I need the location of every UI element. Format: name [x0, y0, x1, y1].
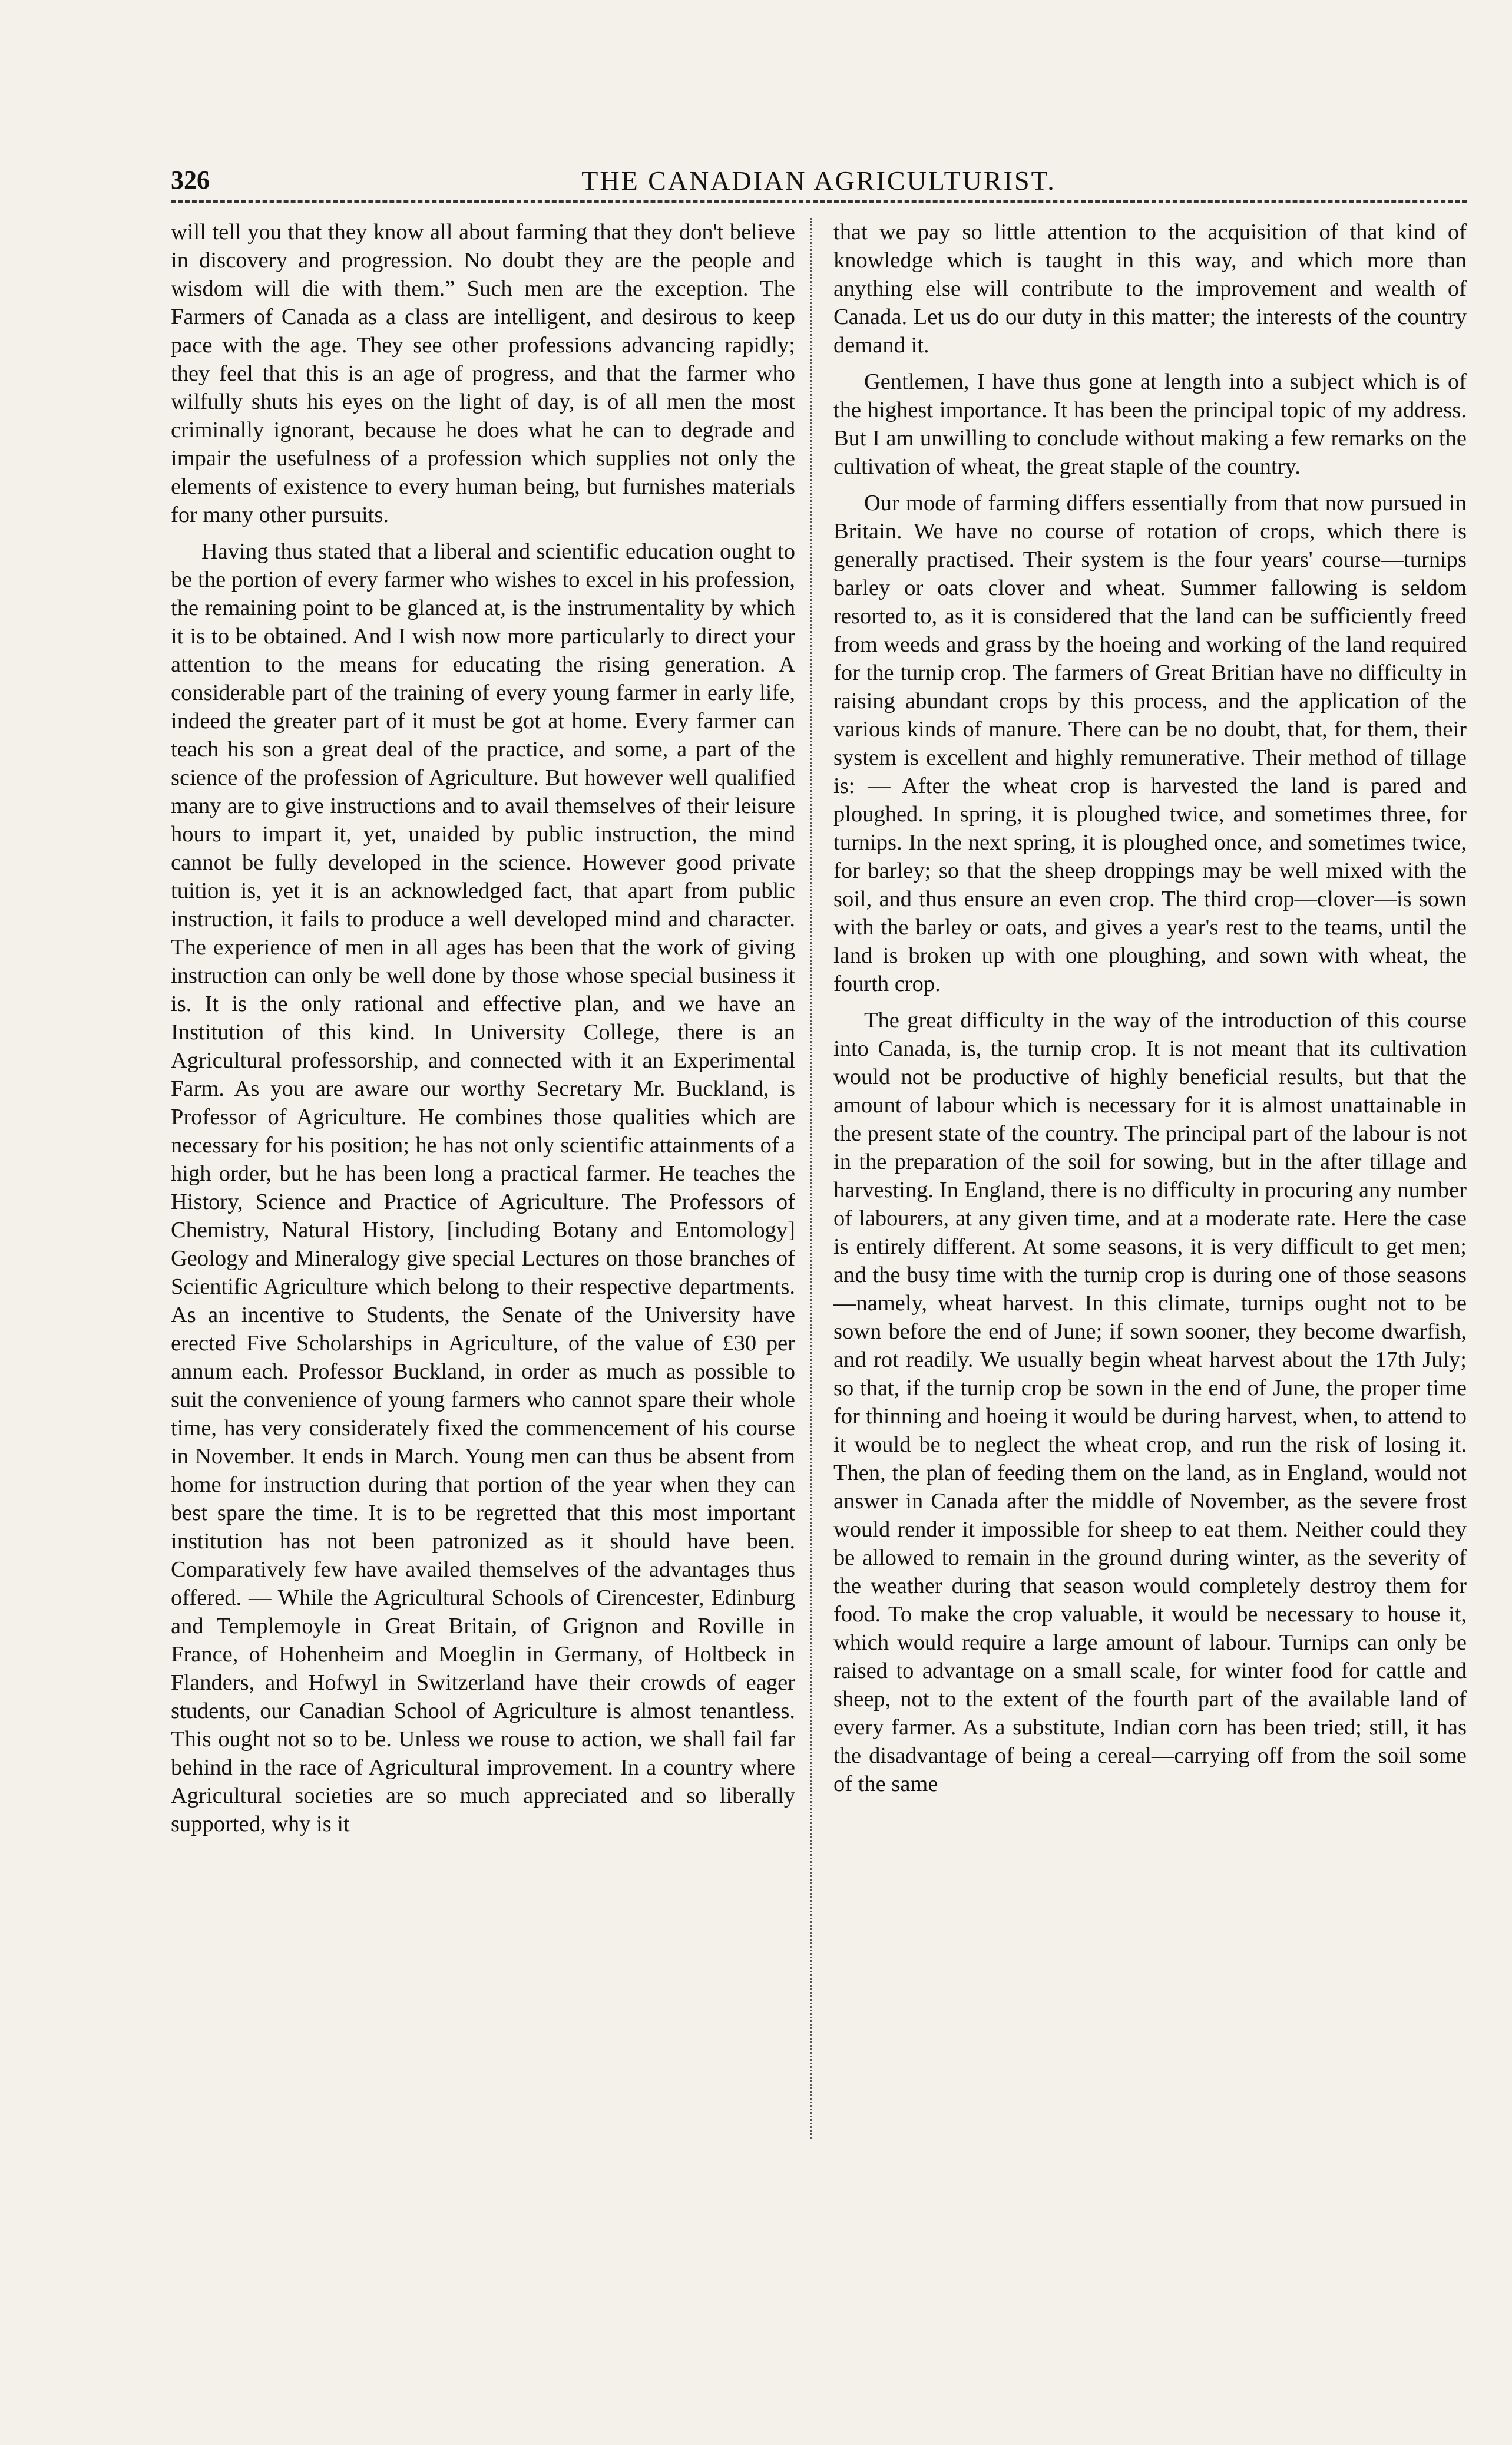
left-column: [171, 218, 795, 1838]
paragraph: Gentlemen, I have thus gone at length into a subject which is of the highest importance. It has been the principal topic of my address. But I am unwilling to conclude without making a few remarks on the cultivation of wheat, the great staple of the country.: [833, 369, 1467, 479]
running-title: THE CANADIAN AGRICULTURIST.: [581, 166, 1056, 196]
page-header: [171, 159, 1467, 212]
column-divider: [810, 218, 812, 2139]
paragraph: Having thus stated that a liberal and scientific education ought to be the portion of every farmer who wishes to excel in his profession, the remaining point to be glanced at, is the instrumentality by which it is to be obtained. And I wish now more particularly to direct your attention to the means for educating the rising generation. A considerable part of the training of every young farmer in early life, indeed the greater part of it must be got at home. Every farmer can teach his son a great deal of the practice, and some, a part of the science of the profession of Agriculture. But however well qualified many are to give instructions and to avail themselves of their leisure hours to impart it, yet, unaided by public instruction, the mind cannot be fully developed in the science. However good private tuition is, yet it is an acknowledged fact, that apart from public instruction, it fails to produce a well developed mind and character. The experience of men in all ages has been that the work of giving instruction can only be well done by those whose special business it is. It is the only rational and effective plan, and we have an Institution of this kind. In University College, there is an Agricultural professorship, and connected with it an Experimental Farm. As you are aware our worthy Secretary Mr. Buckland, is Professor of Agriculture. He combines those qualities which are necessary for his position; he has not only scientific attainments of a high order, but he has been long a practical farmer. He teaches the History, Science and Practice of Agriculture. The Professors of Chemistry, Natural History, [including Botany and Entomology] Geology and Mineralogy give special Lectures on those branches of Scientific Agriculture which belong to their respective departments. As an incentive to Students, the Senate of the University have erected Five Scholarships in Agriculture, of the value of £30 per annum each. Professor Buckland, in order as much as possible to suit the convenience of young farmers who cannot spare their whole time, has very considerately fixed the commencement of his course in November. It ends in March. Young men can thus be absent from home for instruction during that portion of the year when they can best spare the time. It is to be regretted that this most important institution has not been patronized as it should have been. Comparatively few have availed themselves of the advantages thus offered. — While the Agricultural Schools of Cirencester, Edinburg and Templemoyle in Great Britain, of Grignon and Roville in France, of Hohenheim and Moeglin in Germany, of Holtbeck in Flanders, and Hofwyl in Switzerland have their crowds of eager students, our Canadian School of Agriculture is almost tenantless. This ought not so to be. Unless we rouse to action, we shall fail far behind in the race of Agricultural improvement. In a country where Agricultural societies are so much appreciated and so liberally supported, why is it: [171, 539, 795, 1836]
header-rule: [171, 200, 1467, 203]
page-number: 326: [171, 166, 210, 194]
right-column: [833, 218, 1467, 1798]
paragraph: Our mode of farming differs essentially from that now pursued in Britain. We have no course of rotation of crops, which there is generally practised. Their system is the four years' course—turnips barley or oats clover and wheat. Summer fallowing is seldom resorted to, as it is considered that the land can be sufficiently freed from weeds and grass by the hoeing and working of the land required for the turnip crop. The farmers of Great Britian have no difficulty in raising abundant crops by this process, and the application of the various kinds of manure. There can be no doubt, that, for them, their system is excellent and highly remunerative. Their method of tillage is: — After the wheat crop is harvested the land is pared and ploughed. In spring, it is ploughed twice, and sometimes three, for turnips. In the next spring, it is ploughed once, and sometimes twice, for barley; so that the sheep droppings may be well mixed with the soil, and thus ensure an even crop. The third crop—clover—is sown with the barley or oats, and gives a year's rest to the teams, until the land is broken up with one ploughing, and sown with wheat, the fourth crop.: [833, 491, 1467, 996]
paragraph: that we pay so little attention to the acquisition of that kind of knowledge which is taught in this way, and which more than anything else will contribute to the improvement and wealth of Canada. Let us do our duty in this matter; the interests of the country demand it.: [833, 220, 1467, 358]
document-page: [171, 159, 1467, 1836]
paragraph: will tell you that they know all about farming that they don't believe in discovery and progression. No doubt they are the people and wisdom will die with them.” Such men are the exception. The Farmers of Canada as a class are intelligent, and desirous to keep pace with the age. They see other professions advancing rapidly; they feel that this is an age of progress, and that the farmer who wilfully shuts his eyes on the light of day, is of all men the most criminally ignorant, because he does what he can to degrade and impair the usefulness of a profession which supplies not only the elements of existence to every human being, but furnishes materials for many other pursuits.: [171, 220, 795, 527]
paragraph: The great difficulty in the way of the introduction of this course into Canada, is, the turnip crop. It is not meant that its cultivation would not be productive of highly beneficial results, but that the amount of labour which is necessary for it is almost unattainable in the present state of the country. The principal part of the labour is not in the preparation of the soil for sowing, but in the after tillage and harvesting. In England, there is no difficulty in procuring any number of labourers, at any given time, and at a moderate rate. Here the case is entirely different. At some seasons, it is very difficult to get men; and the busy time with the turnip crop is during one of those seasons—namely, wheat harvest. In this climate, turnips ought not to be sown before the end of June; if sown sooner, they become dwarfish, and rot readily. We usually begin wheat harvest about the 17th July; so that, if the turnip crop be sown in the end of June, the proper time for thinning and hoeing it would be during harvest, when, to attend to it would be to neglect the wheat crop, and run the risk of losing it. Then, the plan of feeding them on the land, as in England, would not answer in Canada after the middle of November, as the severe frost would render it impossible for sheep to eat them. Neither could they be allowed to remain in the ground during winter, as the severity of the weather during that season would completely destroy them for food. To make the crop valuable, it would be necessary to house it, which would require a large amount of labour. Turnips can only be raised to advantage on a small scale, for winter food for cattle and sheep, not to the extent of the fourth part of the available land of every farmer. As a substitute, Indian corn has been tried; still, it has the disadvantage of being a cereal—carrying off from the soil some of the same: [833, 1008, 1467, 1796]
